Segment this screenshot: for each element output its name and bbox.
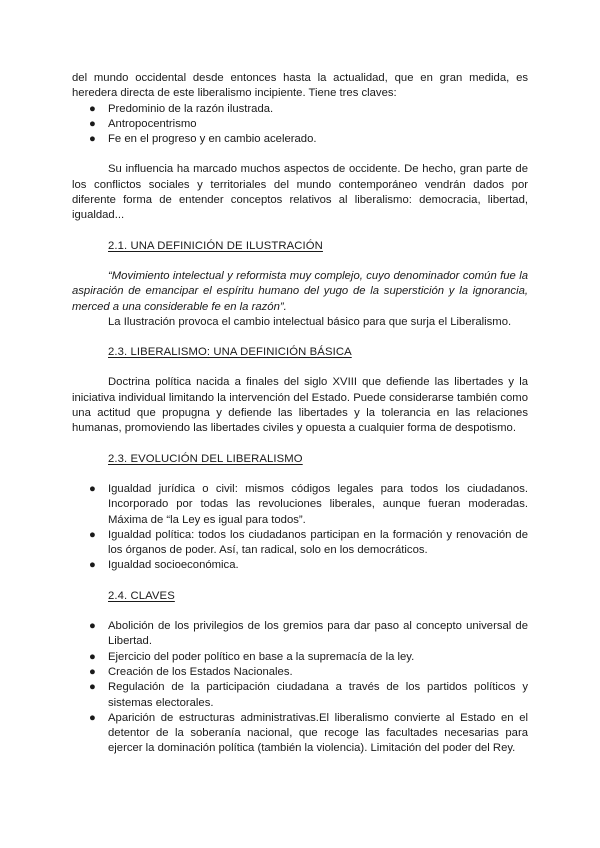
bullet-icon: ●: [89, 133, 96, 146]
bullet-icon: ●: [89, 650, 96, 663]
liberalismo-paragraph: Doctrina política nacida a finales del siglo XVIII que defiende las libertades y la iniciativa individual limitando la intervención del Estado. Puede considerarse también como una actitud que propugna y defiende las libertades y la tolerancia en las relaciones humanas, promoviendo las libertades civiles y opuesta a cualquier forma de despotismo.: [72, 376, 528, 435]
bullet-icon: ●: [89, 102, 96, 115]
list-item: ● Fe en el progreso y en cambio acelerado.: [72, 132, 528, 147]
list-item: ● Antropocentrismo: [72, 117, 528, 132]
bullet-icon: ●: [89, 620, 96, 633]
bullet-icon: ●: [89, 528, 96, 541]
section-heading-liberalismo: 2.3. LIBERALISMO: UNA DEFINICIÓN BÁSICA: [108, 346, 352, 359]
list-item: ● Predominio de la razón ilustrada.: [72, 102, 528, 117]
section-heading-evolucion: 2.3. EVOLUCIÓN DEL LIBERALISMO: [108, 452, 303, 465]
bullet-icon: ●: [89, 711, 96, 724]
list-item: ● Igualdad jurídica o civil: mismos códigos legales para todos los ciudadanos. Incorporado por todas las revoluciones liberales, aunque fueran moderadas. Máxima de “la Ley es igual para todos”.: [89, 482, 528, 526]
list-item: ● Abolición de los privilegios de los gremios para dar paso al concepto universal de Libertad.: [89, 620, 528, 648]
intro-paragraph: del mundo occidental desde entonces hasta la actualidad, que en gran medida, es heredera directa de este liberalismo incipiente. Tiene tres claves:: [72, 72, 528, 100]
evolucion-list: [72, 482, 528, 574]
list-item: ● Aparición de estructuras administrativas.El liberalismo convierte al Estado en el detentor de la soberanía nacional, que recoge las facultades necesarias para ejercer la dominación política (también la violencia). Limitación del poder del Rey.: [89, 711, 528, 755]
claves-list: [72, 619, 528, 757]
list-item: ● Ejercicio del poder político en base a la supremacía de la ley.: [72, 650, 528, 665]
bullet-icon: ●: [89, 117, 96, 130]
list-item: ● Creación de los Estados Nacionales.: [72, 665, 528, 680]
document-body: [72, 71, 528, 757]
ilustracion-quote: “Movimiento intelectual y reformista muy complejo, cuyo denominador común fue la aspiración de emancipar el espíritu humano del yugo de la superstición y la ignorancia, merced a una considerable fe en la razón”.: [72, 269, 528, 313]
bullet-icon: ●: [89, 482, 96, 495]
intro-list: [72, 102, 528, 148]
ilustracion-paragraph: La Ilustración provoca el cambio intelectual básico para que surja el Liberalismo.: [108, 315, 512, 328]
bullet-icon: ●: [89, 681, 96, 694]
section-heading-claves: 2.4. CLAVES: [108, 589, 175, 602]
section-heading-ilustracion: 2.1. UNA DEFINICIÓN DE ILUSTRACIÓN: [108, 239, 323, 252]
list-item: ● Regulación de la participación ciudadana a través de los partidos políticos y sistemas electorales.: [89, 681, 528, 709]
list-item: ● Igualdad política: todos los ciudadanos participan en la formación y renovación de los órganos de poder. Así, tan radical, solo en los democráticos.: [89, 528, 528, 557]
list-item: ● Igualdad socioeconómica.: [72, 558, 528, 573]
bullet-icon: ●: [89, 559, 96, 572]
bullet-icon: ●: [89, 665, 96, 678]
influence-paragraph: Su influencia ha marcado muchos aspectos de occidente. De hecho, gran parte de los conflictos sociales y territoriales del mundo contemporáneo vendrán dados por diferente forma de entender conceptos relativos al liberalismo: democracia, libertad, igualdad...: [72, 163, 528, 222]
